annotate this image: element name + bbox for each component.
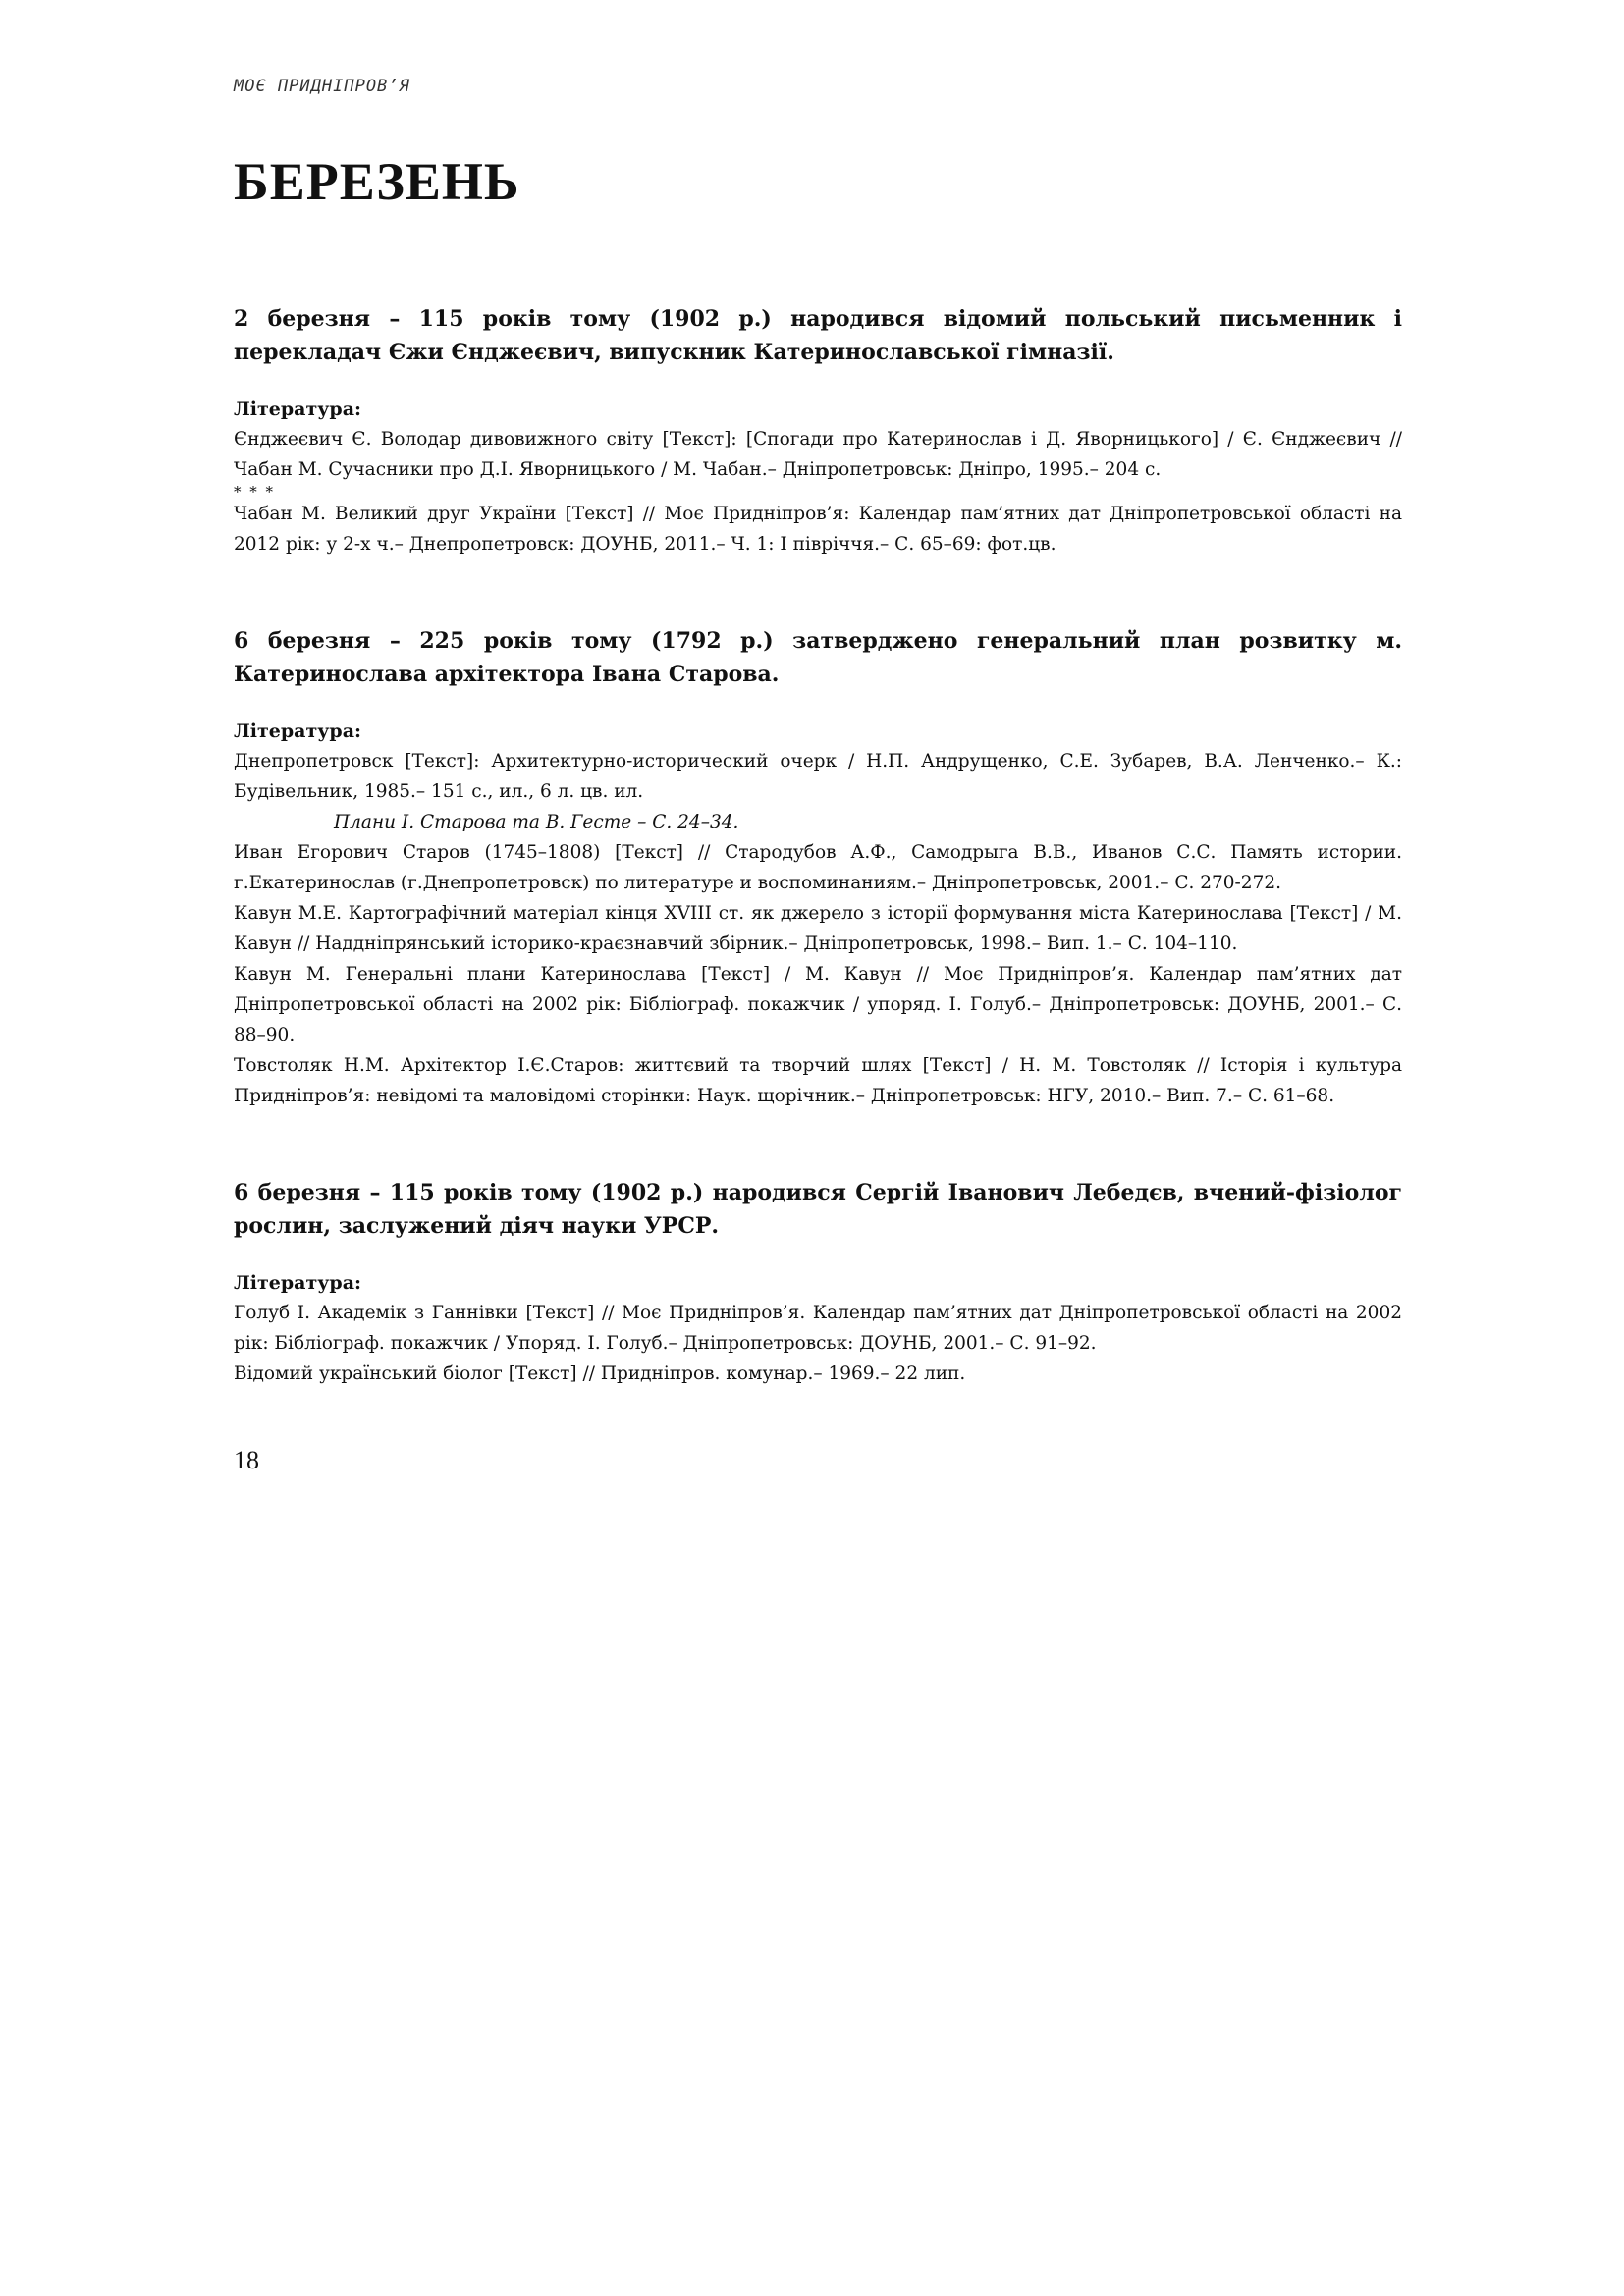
event-entry [234,624,1402,1111]
literature-item: Кавун М. Генеральні плани Катеринослава [Текст] / М. Кавун // Моє Придніпров’я. Календар пам’ятних дат Дніпропетровської області на 2002 рік: Бібліограф. покажчик / упоряд. І. Голуб.– Дніпропетровськ: ДОУНБ, 2001.– С. 88–90. [234,964,1402,1045]
event-entry [234,302,1402,560]
literature-separator: * * * [234,483,276,501]
event-heading: 2 березня – 115 років тому (1902 р.) народився відомий польський письменник і перекладач Єжи Єнджеєвич, випускник Катеринославської гімназії. [234,306,1402,365]
literature-item: Чабан М. Великий друг України [Текст] // Моє Придніпров’я: Календар пам’ятних дат Дніпропетровської області на 2012 рік: у 2-х ч.– Днепропетровск: ДОУНБ, 2011.– Ч. 1: І півріччя.– С. 65–69: фот.цв. [234,504,1402,555]
literature-item: Кавун М.Е. Картографічний матеріал кінця XVIII ст. як джерело з історії формування міста Катеринослава [Текст] / М. Кавун // Наддніпрянський історико-краєзнавчий збірник.– Дніпропетровськ, 1998.– Вип. 1.– С. 104–110. [234,903,1402,954]
literature-item: Иван Егорович Старов (1745–1808) [Текст] // Стародубов А.Ф., Самодрыга В.В., Иванов С.С. Память истории. г.Екатеринослав (г.Днепропетровск) по литературе и воспоминаниям.– Дніпропетровськ, 2001.– С. 270-272. [234,842,1402,893]
page-number: 18 [234,1446,259,1474]
literature-item: Голуб І. Академік з Ганнівки [Текст] // Моє Придніпров’я. Календар пам’ятних дат Дніпропетровської області на 2002 рік: Бібліограф. покажчик / Упоряд. І. Голуб.– Дніпропетровськ: ДОУНБ, 2001.– С. 91–92. [234,1303,1402,1354]
literature-list [234,1298,1402,1389]
event-heading: 6 березня – 115 років тому (1902 р.) народився Сергій Іванович Лебедєв, вчений-фізіолог рослин, заслужений діяч науки УРСР. [234,1180,1402,1239]
literature-item: Днепропетровск [Текст]: Архитектурно-исторический очерк / Н.П. Андрущенко, С.Е. Зубарев, В.А. Ленченко.– К.: Будівельник, 1985.– 151 с., ил., 6 л. цв. ил. [234,751,1402,802]
literature-list [234,424,1402,560]
month-title: БЕРЕЗЕНЬ [234,152,520,211]
event-entry [234,1176,1402,1389]
event-heading: 6 березня – 225 років тому (1792 р.) затверджено генеральний план розвитку м. Катеринослава архітектора Івана Старова. [234,628,1402,687]
literature-label: Література: [234,721,362,742]
literature-label: Література: [234,399,362,420]
literature-list [234,746,1402,1111]
literature-item: Єнджеєвич Є. Володар дивовижного світу [Текст]: [Спогади про Катеринослав і Д. Яворницького] / Є. Єнджеєвич // Чабан М. Сучасники про Д.І. Яворницького / М. Чабан.– Дніпропетровськ: Дніпро, 1995.– 204 с. [234,429,1402,480]
running-header: МОЄ ПРИДНІПРОВ’Я [234,77,410,96]
literature-label: Література: [234,1272,362,1294]
document-page [234,77,1402,1475]
literature-item: Товстоляк Н.М. Архітектор І.Є.Старов: життєвий та творчий шлях [Текст] / Н. М. Товстоляк // Історія і культура Придніпров’я: невідомі та маловідомі сторінки: Наук. щорічник.– Дніпропетровськ: НГУ, 2010.– Вип. 7.– С. 61–68. [234,1055,1402,1106]
literature-note: Плани І. Старова та В. Гесте – С. 24–34. [334,812,739,832]
literature-item: Відомий український біолог [Текст] // Придніпров. комунар.– 1969.– 22 лип. [234,1363,966,1384]
